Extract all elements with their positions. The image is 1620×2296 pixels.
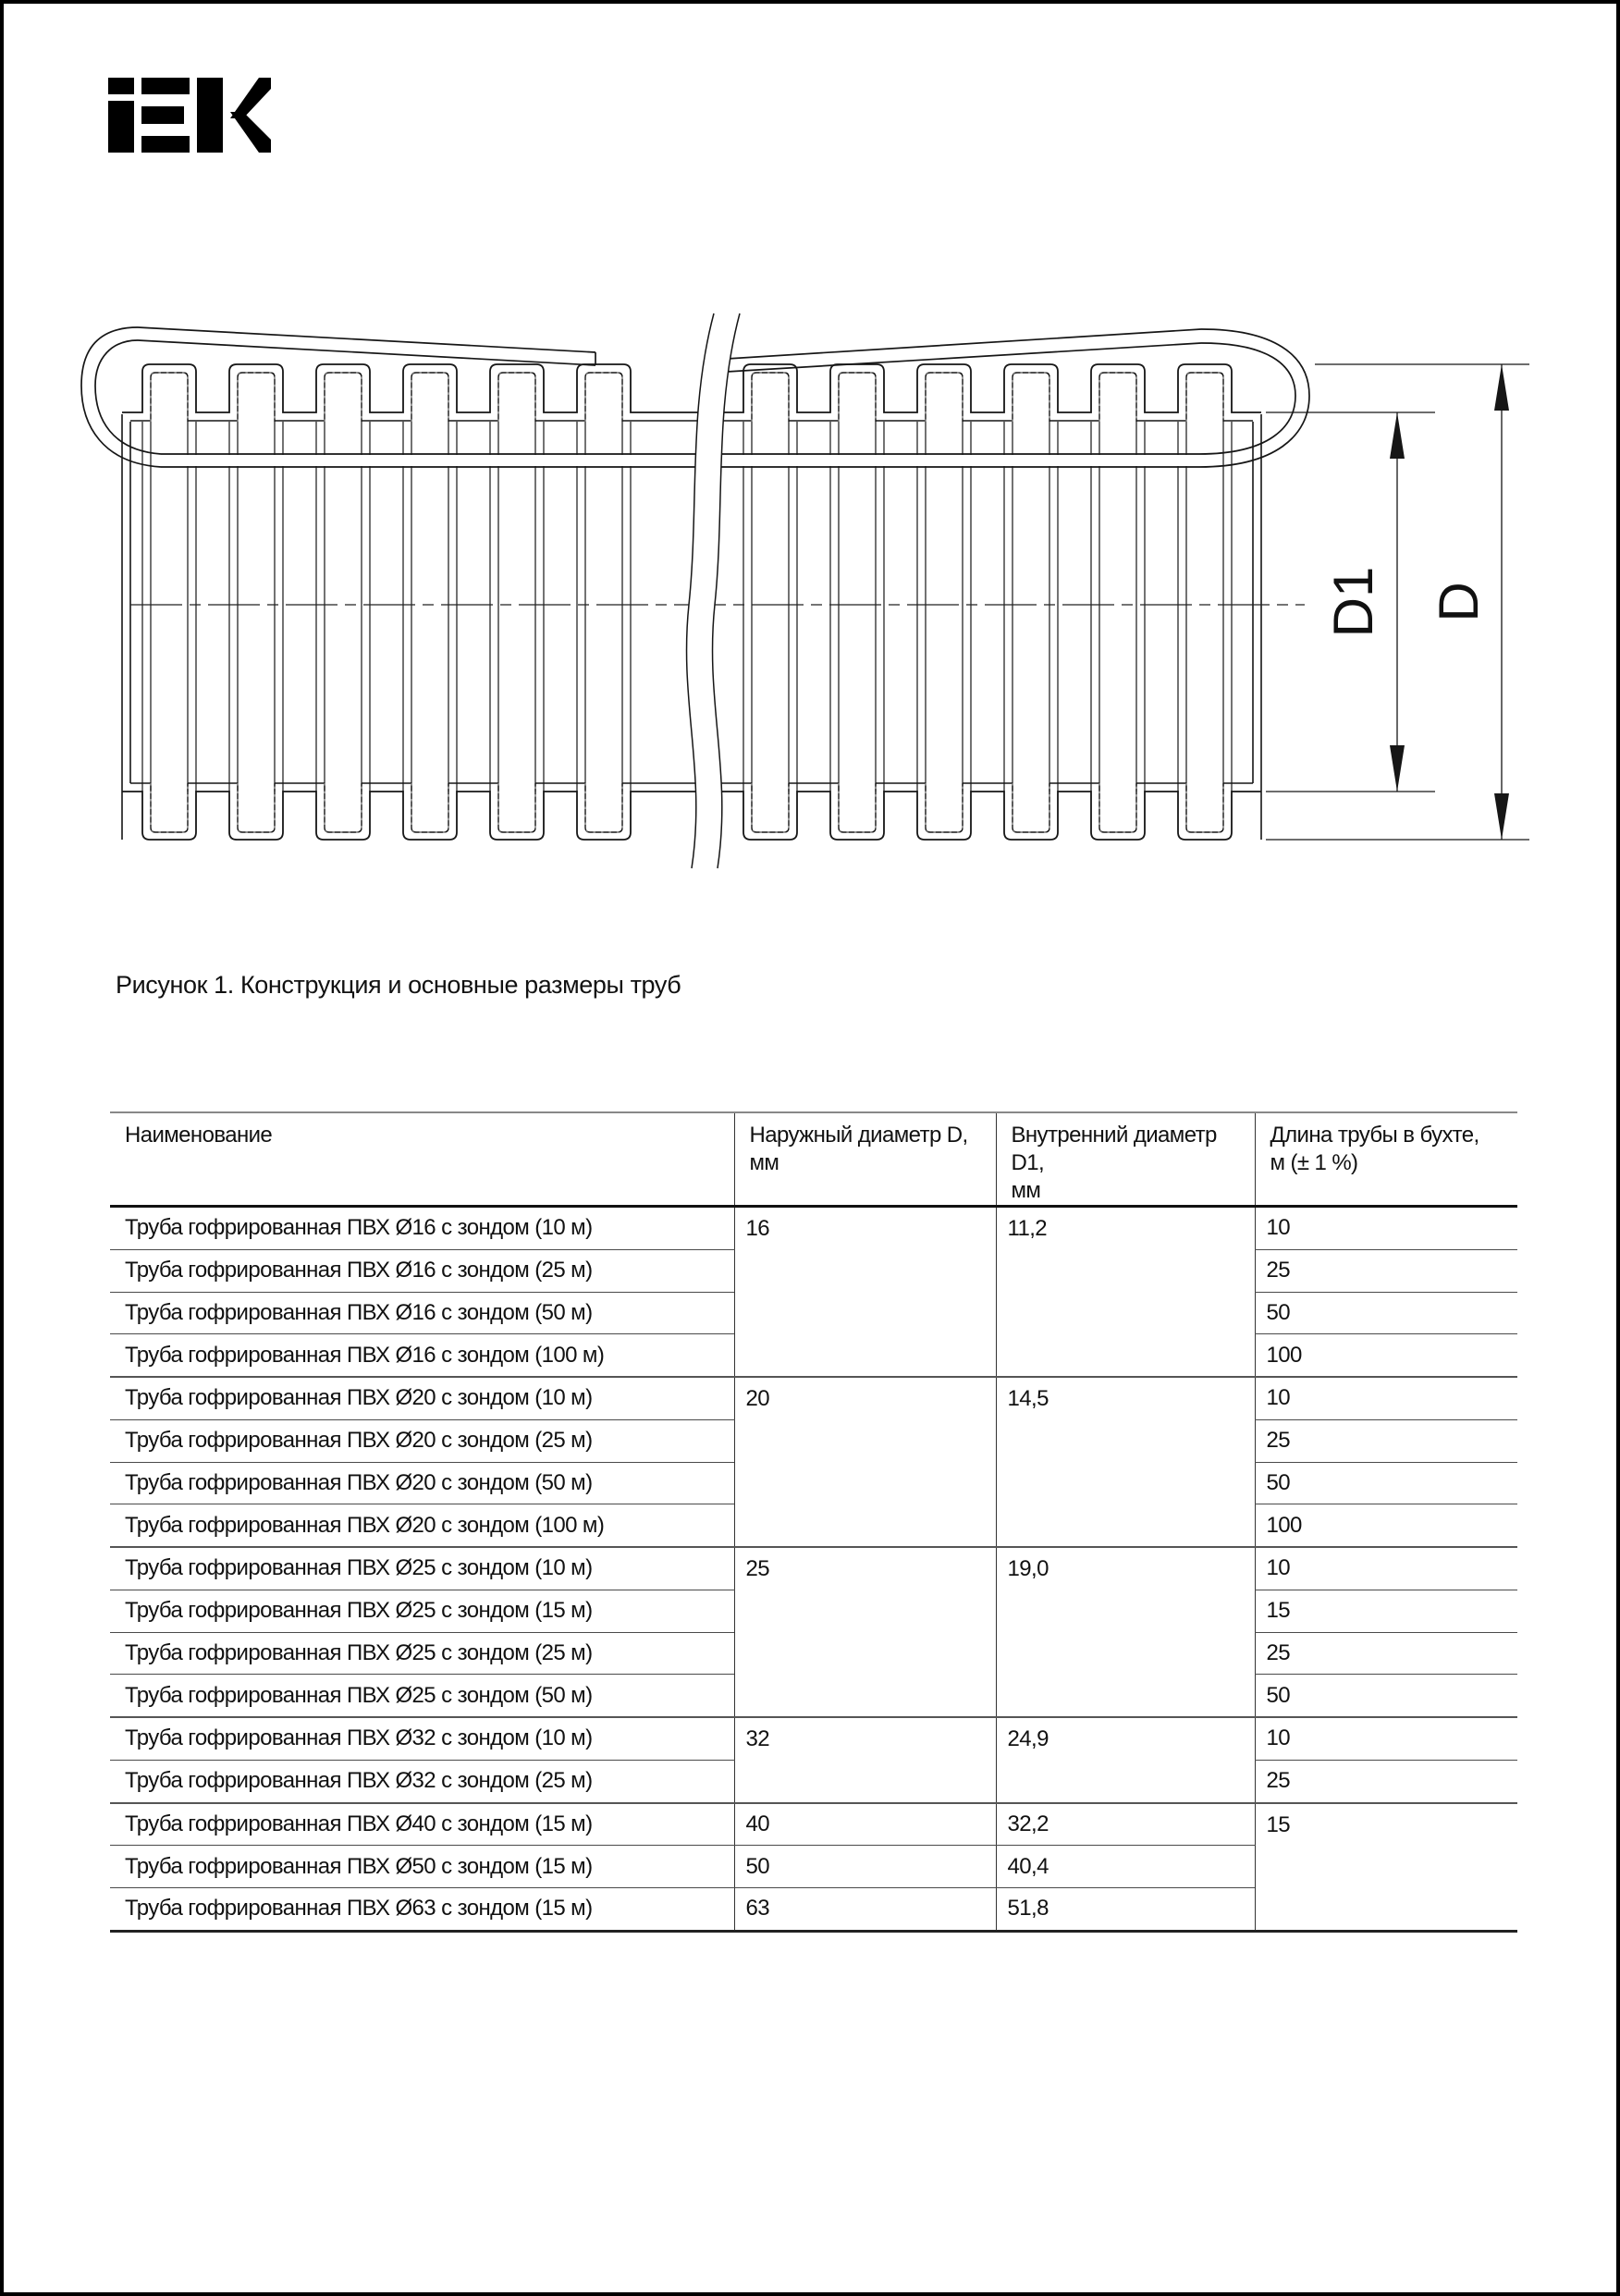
cell-inner-diameter: 32,2 (996, 1803, 1255, 1846)
cell-product-name: Труба гофрированная ПВХ Ø32 с зондом (10 м) (110, 1717, 734, 1760)
col-header-length: Длина трубы в бухте, м (± 1 %) (1255, 1112, 1517, 1207)
cell-outer-diameter: 63 (734, 1888, 996, 1932)
probe-leg-left (138, 327, 595, 365)
section-hatch (151, 373, 1223, 832)
cell-coil-length: 100 (1255, 1504, 1517, 1547)
logo-i-dot (108, 78, 134, 94)
cell-coil-length: 25 (1255, 1419, 1517, 1462)
cell-product-name: Труба гофрированная ПВХ Ø20 с зондом (25 м) (110, 1419, 734, 1462)
iek-logo (108, 78, 271, 153)
table-header (110, 1112, 1517, 1207)
col-header-outer-d: Наружный диаметр D, мм (734, 1112, 996, 1207)
cell-coil-length: 100 (1255, 1334, 1517, 1377)
cell-coil-length: 25 (1255, 1760, 1517, 1802)
cell-outer-diameter: 50 (734, 1846, 996, 1888)
cell-inner-diameter: 11,2 (996, 1207, 1255, 1378)
table-row (110, 1547, 1517, 1590)
tube-body-lines (142, 422, 1232, 792)
logo-i-bar (108, 101, 134, 153)
cell-product-name: Труба гофрированная ПВХ Ø20 с зондом (10 м) (110, 1377, 734, 1419)
cell-outer-diameter: 16 (734, 1207, 996, 1378)
cell-coil-length: 50 (1255, 1675, 1517, 1717)
cell-coil-length: 10 (1255, 1207, 1517, 1250)
arrow-icon (1390, 745, 1405, 792)
cell-product-name: Труба гофрированная ПВХ Ø50 с зондом (15 м) (110, 1846, 734, 1888)
cell-product-name: Труба гофрированная ПВХ Ø16 с зондом (100 м) (110, 1334, 734, 1377)
cell-inner-diameter: 19,0 (996, 1547, 1255, 1717)
probe-loop-left (81, 327, 161, 467)
table-body (110, 1207, 1517, 1932)
cell-outer-diameter: 32 (734, 1717, 996, 1803)
probe-loop-right (1199, 329, 1309, 467)
cell-coil-length: 10 (1255, 1547, 1517, 1590)
cell-inner-diameter: 14,5 (996, 1377, 1255, 1547)
cell-coil-length: 50 (1255, 1292, 1517, 1334)
cell-product-name: Труба гофрированная ПВХ Ø25 с зондом (25 м) (110, 1632, 734, 1675)
cell-outer-diameter: 40 (734, 1803, 996, 1846)
figure-caption: Рисунок 1. Конструкция и основные размеры труб (116, 971, 681, 999)
cell-inner-diameter: 24,9 (996, 1717, 1255, 1803)
col-header-inner-d1: Внутренний диаметр D1, мм (996, 1112, 1255, 1207)
arrow-icon (1494, 793, 1509, 840)
logo-e-bar (141, 78, 190, 94)
cell-product-name: Труба гофрированная ПВХ Ø32 с зондом (25 м) (110, 1760, 734, 1802)
cell-product-name: Труба гофрированная ПВХ Ø25 с зондом (15 м) (110, 1590, 734, 1632)
cell-product-name: Труба гофрированная ПВХ Ø63 с зондом (15 м) (110, 1888, 734, 1932)
cell-coil-length: 25 (1255, 1632, 1517, 1675)
dim-label-d1: D1 (1322, 566, 1384, 638)
cell-coil-length: 15 (1255, 1590, 1517, 1632)
table-row (110, 1207, 1517, 1250)
cell-coil-length: 10 (1255, 1717, 1517, 1760)
break-mask (687, 313, 740, 868)
cell-product-name: Труба гофрированная ПВХ Ø16 с зондом (50 м) (110, 1292, 734, 1334)
table-row (110, 1803, 1517, 1846)
cell-coil-length: 15 (1255, 1803, 1517, 1932)
cell-inner-diameter: 51,8 (996, 1888, 1255, 1932)
cell-outer-diameter: 20 (734, 1377, 996, 1547)
cell-product-name: Труба гофрированная ПВХ Ø20 с зондом (100 м) (110, 1504, 734, 1547)
cell-outer-diameter: 25 (734, 1547, 996, 1717)
spec-table (110, 1111, 1517, 1933)
dim-label-d: D (1428, 582, 1490, 622)
cell-coil-length: 10 (1255, 1377, 1517, 1419)
table-row (110, 1377, 1517, 1419)
probe-band-mask (708, 455, 1199, 466)
cell-inner-diameter: 40,4 (996, 1846, 1255, 1888)
cell-product-name: Труба гофрированная ПВХ Ø16 с зондом (25 м) (110, 1249, 734, 1292)
arrow-icon (1390, 412, 1405, 459)
cell-product-name: Труба гофрированная ПВХ Ø20 с зондом (50 м) (110, 1462, 734, 1504)
cell-product-name: Труба гофрированная ПВХ Ø16 с зондом (10 м) (110, 1207, 734, 1250)
arrow-icon (1494, 364, 1509, 411)
logo-k-arm (230, 112, 271, 153)
logo-e-bar (141, 136, 190, 153)
figure-drawing (68, 300, 1548, 873)
cell-product-name: Труба гофрированная ПВХ Ø25 с зондом (50 м) (110, 1675, 734, 1717)
cell-coil-length: 25 (1255, 1249, 1517, 1292)
probe-band-mask (159, 455, 705, 466)
cell-product-name: Труба гофрированная ПВХ Ø40 с зондом (15 м) (110, 1803, 734, 1846)
logo-e-bar (141, 106, 184, 124)
table-row (110, 1717, 1517, 1760)
logo-k-bar (197, 78, 223, 153)
col-header-name: Наименование (110, 1112, 734, 1207)
cell-coil-length: 50 (1255, 1462, 1517, 1504)
probe-leg-right (727, 329, 1201, 372)
cell-product-name: Труба гофрированная ПВХ Ø25 с зондом (10 м) (110, 1547, 734, 1590)
